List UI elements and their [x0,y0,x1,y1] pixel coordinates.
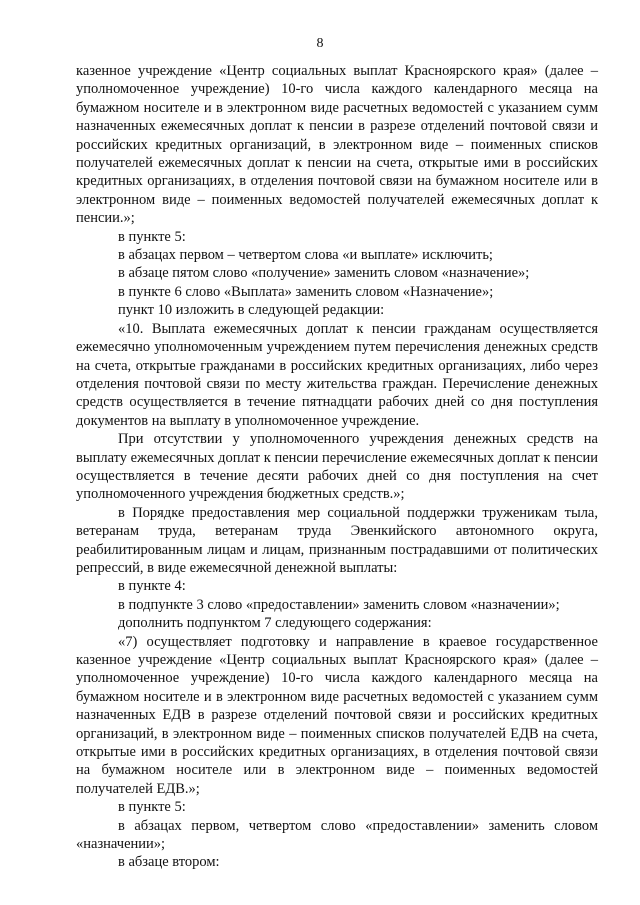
paragraph-1: казенное учреждение «Центр социальных выплат Красноярского края» (далее – уполномоченное учреждение) 10-го числа каждого календарного месяца на бумажном носителе и в электронном виде расчетных ведомостей с указанием сумм назначенных ежемесячных доплат к пенсии в разрезе отделений почтовой связи и российских кредитных организаций, в электронном виде – поименных списков получателей ежемесячных доплат к пенсии на счета, открытые ими в российских кредитных организациях, в отделения почтовой связи на бумажном носителе или в электронном виде – поименных ведомостей получателей ежемесячных доплат к пенсии.»; [76,63,598,227]
paragraph-3: в абзацах первом – четвертом слова «и выплате» исключить; [118,247,493,264]
paragraph-5: в пункте 6 слово «Выплата» заменить словом «Назначение»; [118,283,494,300]
paragraph-9: в Порядке предоставления мер социальной поддержки труженикам тыла, ветеранам труда, ветеранам труда Эвенкийского автономного округа, реабилитированным лицам и лицам, признанным пострадавшими от политических репрессий, в виде ежемесячной денежной выплаты: [76,504,598,576]
paragraph-6: пункт 10 изложить в следующей редакции: [118,302,385,319]
page-number: 8 [316,36,324,51]
document-body [76,62,598,872]
paragraph-8: При отсутствии у уполномоченного учреждения денежных средств на выплату ежемесячных доплат к пенсии перечисление ежемесячных доплат к пенсии осуществляется в течение десяти рабочих дней со дня поступления на счет уполномоченного учреждения бюджетных средств.»; [76,431,598,503]
paragraph-2: в пункте 5: [118,228,186,245]
paragraph-13: «7) осуществляет подготовку и направление в краевое государственное казенное учреждение «Центр социальных выплат Красноярского края» (далее – уполномоченное учреждение) 10-го числа каждого календарного месяца на бумажном носителе и в электронном виде расчетных ведомостей с указанием сумм назначенных ЕДВ в разрезе отделений почтовой связи и российских кредитных организаций, в электронном виде – поименных списков получателей ЕДВ на счета, открытые ими в российских кредитных организациях, в отделения почтовой связи на бумажном носителе или в электронном виде – поименных ведомостей получателей ЕДВ.»; [76,633,598,797]
paragraph-4: в абзаце пятом слово «получение» заменить словом «назначение»; [118,265,530,282]
paragraph-10: в пункте 4: [118,578,186,595]
paragraph-11: в подпункте 3 слово «предоставлении» заменить словом «назначении»; [118,596,560,613]
paragraph-14: в пункте 5: [118,799,186,816]
paragraph-15: в абзацах первом, четвертом слово «предоставлении» заменить словом «назначении»; [76,817,598,853]
paragraph-12: дополнить подпунктом 7 следующего содержания: [118,615,432,632]
paragraph-7: «10. Выплата ежемесячных доплат к пенсии гражданам осуществляется ежемесячно уполномоченным учреждением путем перечисления денежных средств на счета, открытые гражданами в российских кредитных организациях, либо через отделения почтовой связи по месту жительства граждан. Перечисление денежных средств осуществляется в течение пятнадцати рабочих дней со дня поступления документов на выплату в уполномоченное учреждение. [76,320,598,429]
paragraph-16: в абзаце втором: [118,854,220,871]
